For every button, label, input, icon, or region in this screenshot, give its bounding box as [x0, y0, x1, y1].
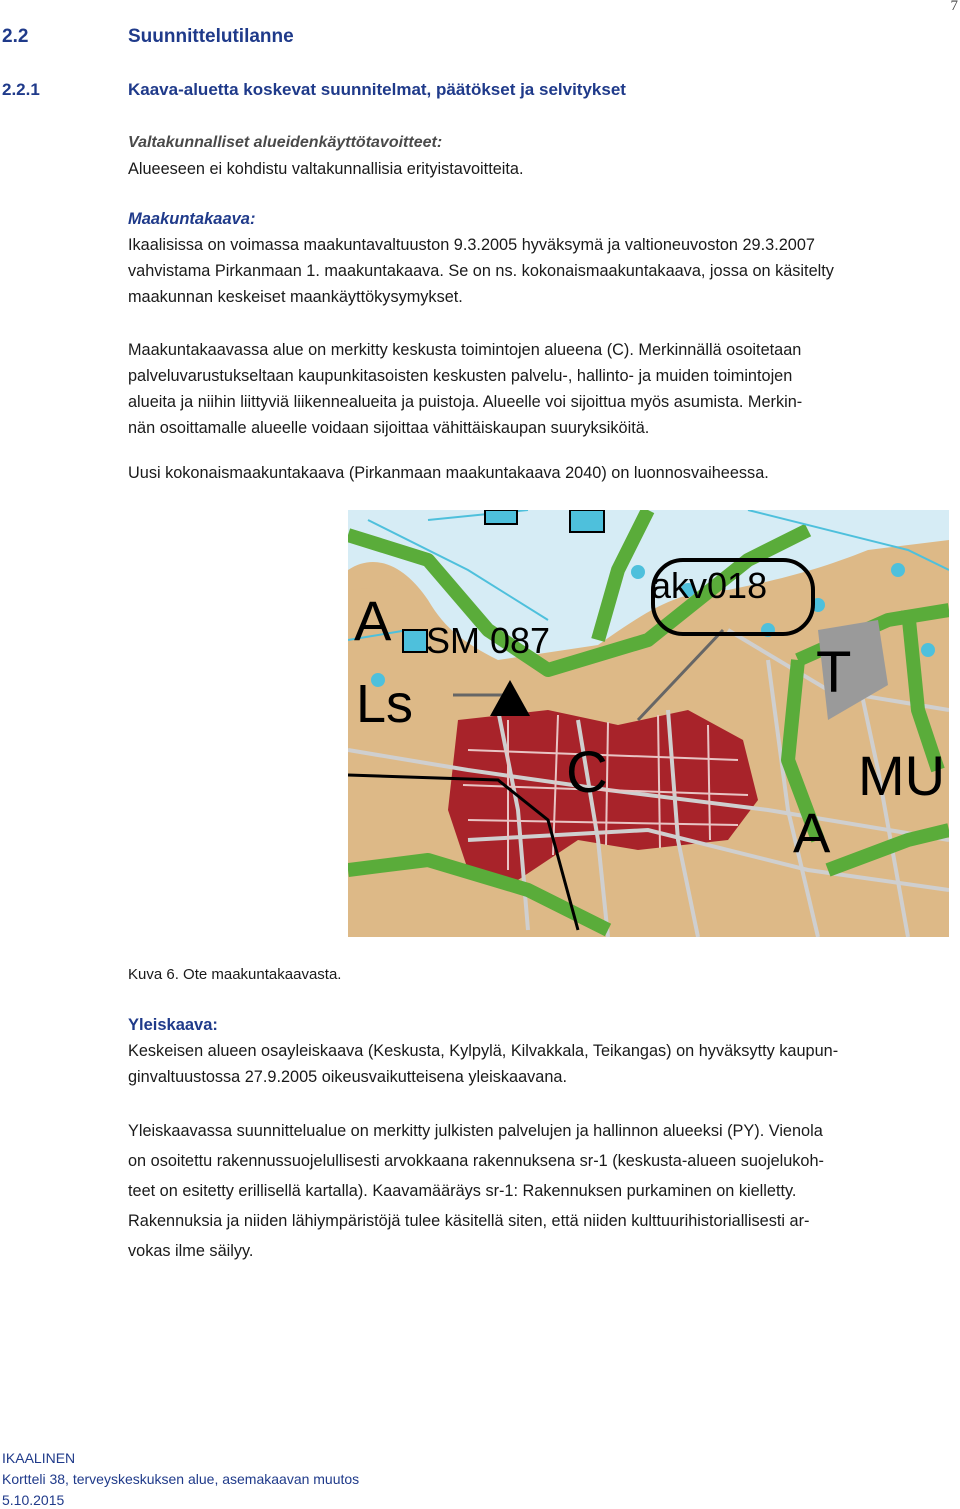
- yleiskaava-line: Keskeisen alueen osayleiskaava (Keskusta, Kylpylä, Kilvakkala, Teikangas) on hyväksytty kaupun-: [128, 1042, 839, 1060]
- maakuntakaava-block: [128, 206, 958, 310]
- valtakunnalliset-block: [128, 130, 958, 182]
- footer-org: IKAALINEN: [2, 1450, 76, 1466]
- maakuntakaava-line: vahvistama Pirkanmaan 1. maakuntakaava. Se on ns. kokonaismaakuntakaava, jossa on käsitelty: [128, 262, 834, 280]
- map-label-mu: MU: [858, 744, 946, 807]
- yleiskaava-heading: Yleiskaava:: [128, 1016, 218, 1034]
- map-top-square-1: [485, 510, 517, 524]
- map-label-t: T: [816, 640, 852, 705]
- subsection-number: 2.2.1: [2, 80, 40, 99]
- map-top-square-2: [570, 510, 604, 532]
- yleiskaava-paragraph-2: [128, 1116, 958, 1266]
- maakuntakaava-paragraph-3: [128, 460, 958, 486]
- paragraph-line: on osoitettu rakennussuojelullisesti arvokkaana rakennuksena sr-1 (keskusta-alueen suojelukoh-: [128, 1152, 824, 1170]
- subsection-title: Kaava-aluetta koskevat suunnitelmat, päätökset ja selvitykset: [128, 80, 626, 99]
- valtakunnalliset-text: Alueeseen ei kohdistu valtakunnallisia erityistavoitteita.: [128, 160, 524, 178]
- map-label-ls: Ls: [356, 674, 414, 734]
- map-service-square: [403, 630, 427, 652]
- paragraph-line: Maakuntakaavassa alue on merkitty keskusta toimintojen alueena (C). Merkinnällä osoitetaan: [128, 341, 802, 359]
- yleiskaava-line: ginvaltuustossa 27.9.2005 oikeusvaikutteisena yleiskaavana.: [128, 1068, 567, 1086]
- paragraph-line: palveluvarustukseltaan kaupunkitasoisten keskusten palvelu-, hallinto- ja muiden toimintojen: [128, 367, 793, 385]
- yleiskaava-block: [128, 1012, 958, 1090]
- map-label-c: C: [566, 740, 608, 805]
- paragraph-line: nän osoittamalle alueelle voidaan sijoittaa vähittäiskaupan suuryksiköitä.: [128, 419, 650, 437]
- maakuntakaava-heading: Maakuntakaava:: [128, 210, 256, 228]
- maakuntakaava-line: Ikaalisissa on voimassa maakuntavaltuuston 9.3.2005 hyväksymä ja valtioneuvoston 29.3.2007: [128, 236, 815, 254]
- footer-project: Kortteli 38, terveyskeskuksen alue, asemakaavan muutos: [2, 1471, 360, 1487]
- maakuntakaava-line: maakunnan keskeiset maankäyttökysymykset.: [128, 288, 463, 306]
- map-label-a1: A: [354, 589, 392, 652]
- paragraph-line: alueita ja niihin liittyviä liikennealueita ja puistoja. Alueelle voi sijoittua myös asumista. Merkin-: [128, 393, 803, 411]
- page-number: 7: [950, 0, 958, 14]
- map-label-a2: A: [793, 801, 831, 864]
- paragraph-line: Rakennuksia ja niiden lähiympäristöjä tulee käsitellä siten, että niiden kulttuurihistoriallisesti ar-: [128, 1212, 810, 1230]
- footer-date: 5.10.2015: [2, 1492, 65, 1508]
- valtakunnalliset-heading: Valtakunnalliset alueidenkäyttötavoitteet:: [128, 134, 443, 151]
- paragraph-line: Yleiskaavassa suunnittelualue on merkitty julkisten palvelujen ja hallinnon alueeksi (PY). Vienola: [128, 1122, 823, 1140]
- paragraph-line: vokas ilme säilyy.: [128, 1242, 254, 1260]
- paragraph-line: Uusi kokonaismaakuntakaava (Pirkanmaan maakuntakaava 2040) on luonnosvaiheessa.: [128, 464, 769, 482]
- maakuntakaava-paragraph-2: [128, 337, 958, 441]
- map-label-sm: SM 087: [426, 620, 551, 661]
- paragraph-line: teet on esitetty erillisellä kartalla). Kaavamääräys sr-1: Rakennuksen purkaminen on kielletty.: [128, 1182, 797, 1200]
- section-number: 2.2: [2, 26, 29, 47]
- section-title: Suunnittelutilanne: [128, 26, 294, 47]
- map-label-akv: akv018: [651, 565, 768, 606]
- figure-caption: Kuva 6. Ote maakuntakaavasta.: [128, 966, 342, 983]
- regional-plan-map: [348, 510, 949, 937]
